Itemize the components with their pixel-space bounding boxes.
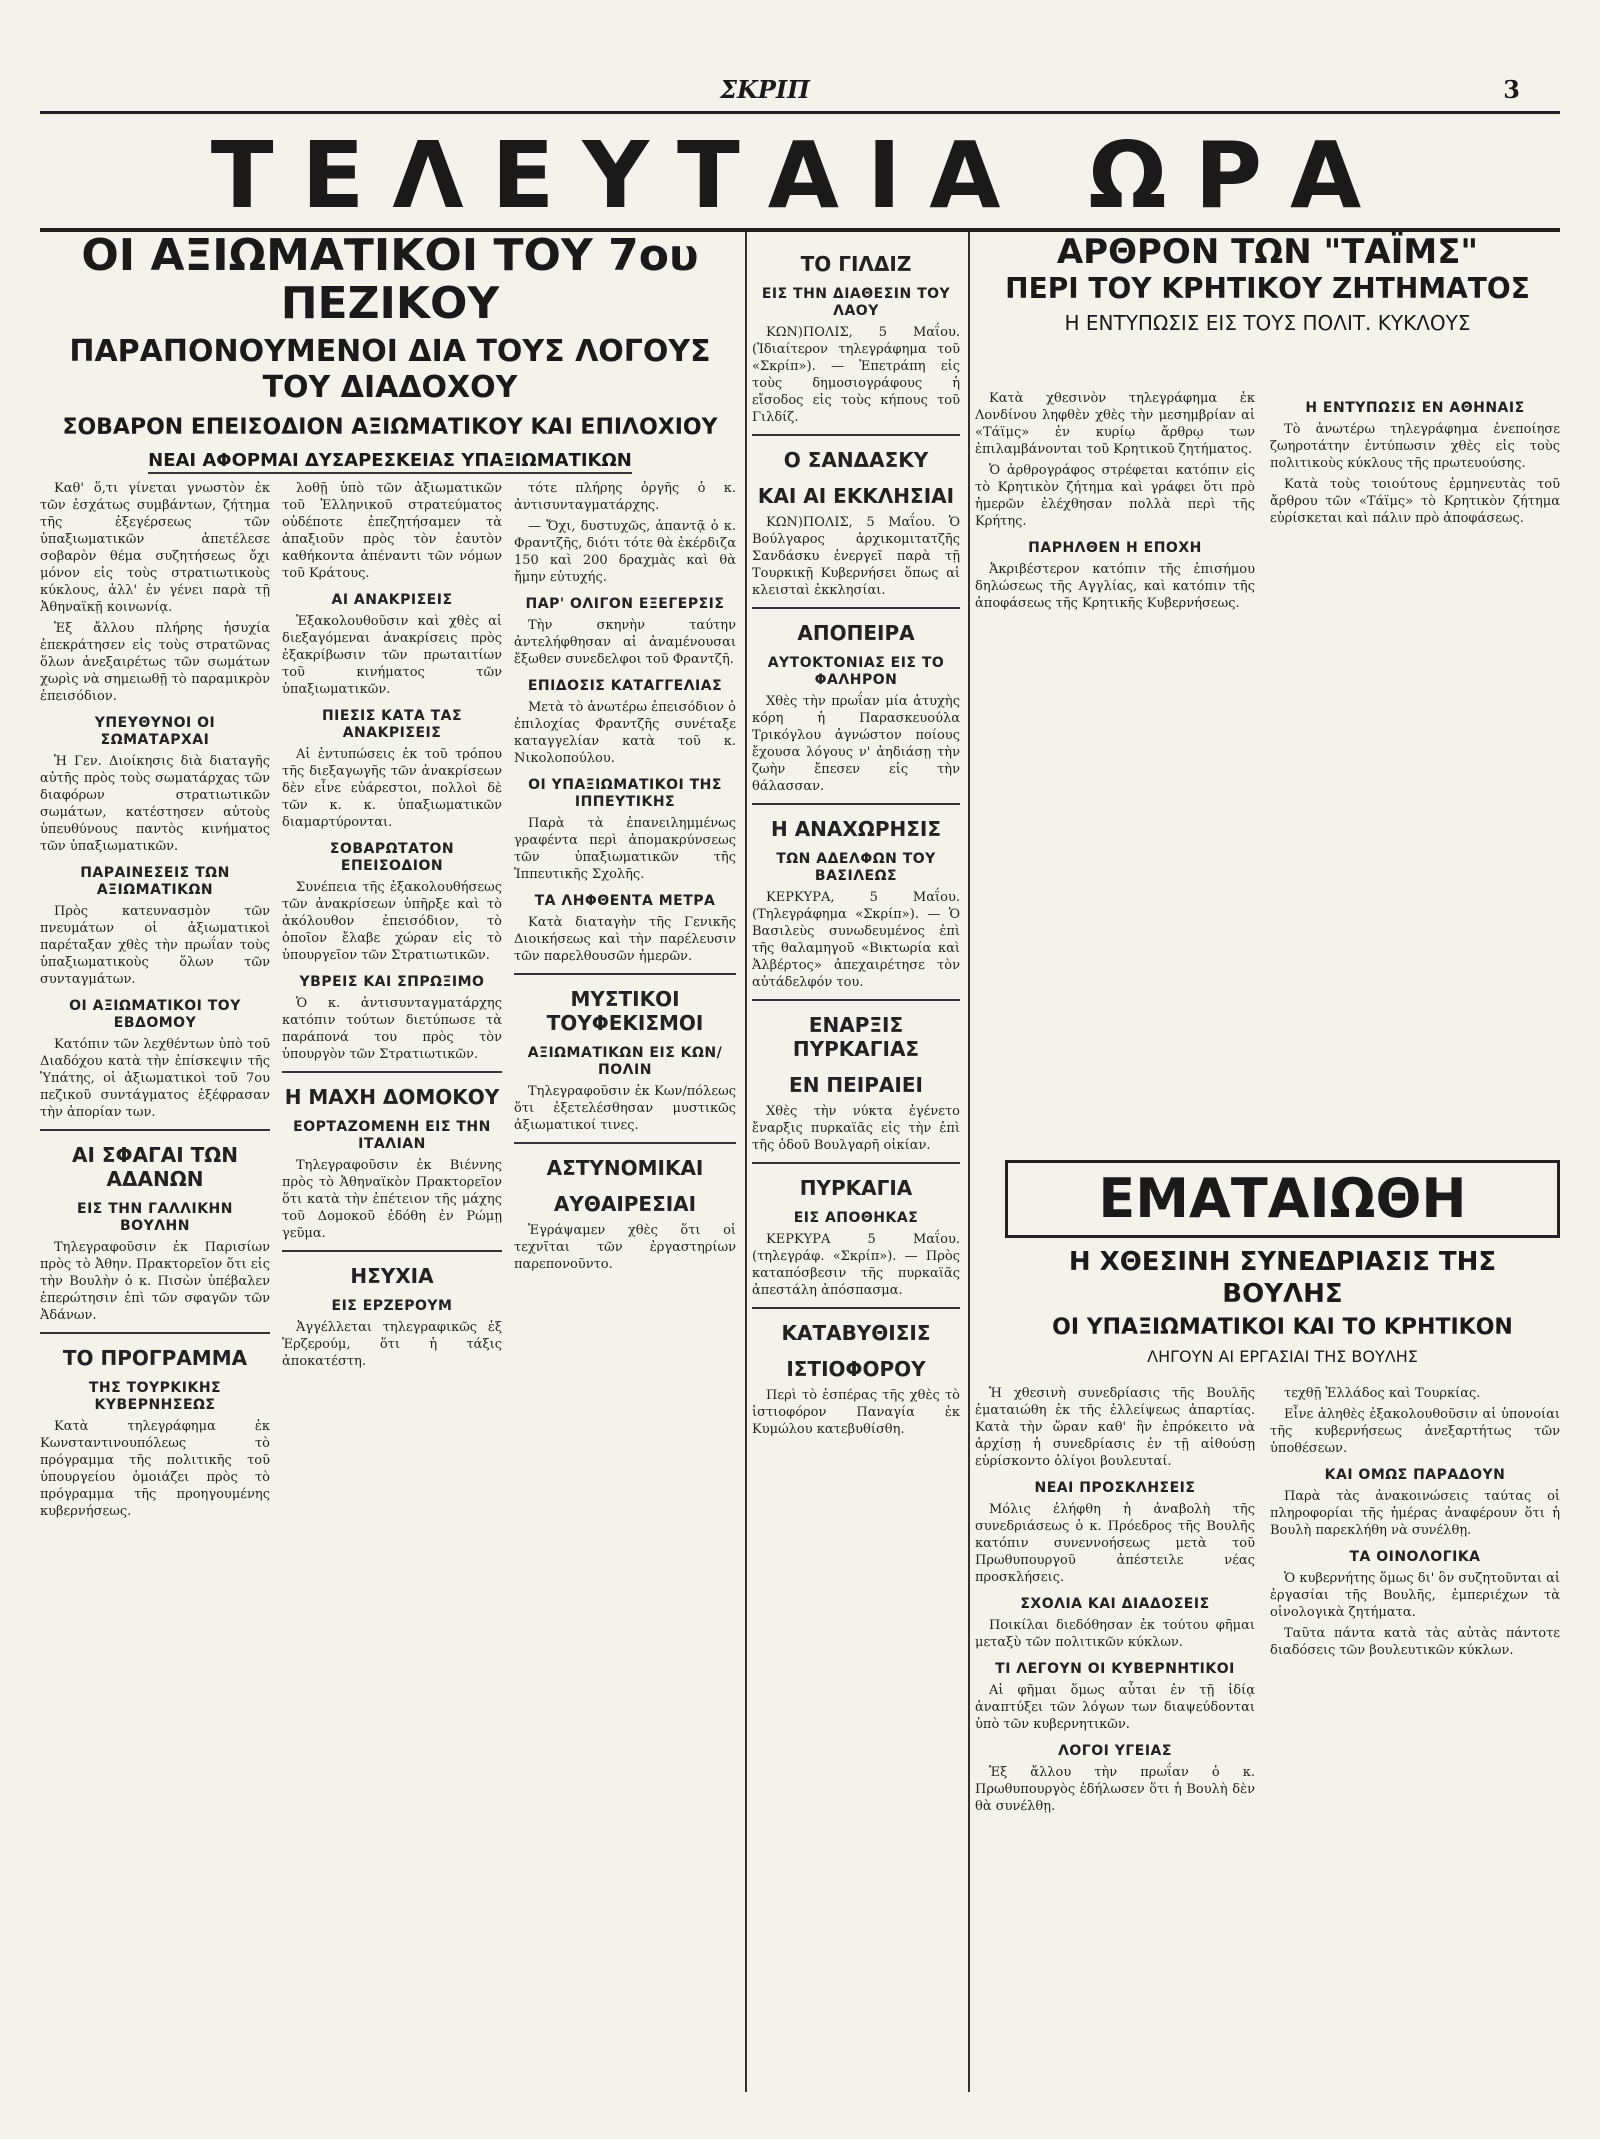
article-subhead: ΕΙΣ ΕΡΖΕΡΟΥΜ: [331, 1298, 453, 1314]
column-rule: [745, 232, 747, 2092]
subhead: ΟΙ ΥΠΑΞΙΩΜΑΤΙΚΟΙ ΤΗΣ ΙΠΠΕΥΤΙΚΗΣ: [528, 777, 722, 810]
divider: [40, 1332, 270, 1334]
article-paragraph: Εἶνε ἀληθὲς ἐξακολουθοῦσιν αἱ ὑπονοίαι τῆς κυβερνήσεως ἀνεξαρτήτως τῶν ὑποθέσεων.: [1270, 1407, 1560, 1456]
column-3: [514, 480, 736, 1277]
times-article-headline: [975, 232, 1560, 336]
article-paragraph: Ὁ ἀρθρογράφος στρέφεται κατόπιν εἰς τὸ Κρητικὸν ζήτημα καὶ γράφει ὅτι πρὸ ἡμερῶν ἐλέχθησαν πολλὰ περὶ τῆς Κρήτης.: [975, 463, 1255, 529]
article-paragraph: Ἐξ ἄλλου τὴν πρωΐαν ὁ κ. Πρωθυπουργὸς ἐδήλωσεν ὅτι ἡ Βουλὴ δὲν θὰ συνέλθῃ.: [975, 1765, 1255, 1814]
article-paragraph: τότε πλήρης ὀργῆς ὁ κ. ἀντισυνταγματάρχης.: [514, 481, 736, 513]
article-subhead: ΕΝ ΠΕΙΡΑΙΕΙ: [789, 1073, 923, 1097]
divider: [282, 1071, 502, 1073]
article-paragraph: Ποικίλαι διεδόθησαν ἐκ τούτου φῆμαι μεταξὺ τῶν πολιτικῶν κύκλων.: [975, 1618, 1255, 1650]
subhead: ΝΕΑΙ ΠΡΟΣΚΛΗΣΕΙΣ: [1034, 1480, 1196, 1496]
article-headline: Ο ΣΑΝΔΑΣΚΥ: [783, 448, 929, 472]
article-headline: ΠΥΡΚΑΓΙΑ: [799, 1176, 913, 1200]
article-paragraph: Καθ' ὅ,τι γίνεται γνωστὸν ἐκ τῶν ἐσχάτως συμβάντων, ζήτημα τῆς ἐξεγέρσεως τῶν ὑπαξιωματικῶν ἀπετέλεσε σοβαρὸν θέμα συζητήσεως ὄχι μόνον εἰς τοὺς στρατιωτικοὺς κύκλους, ἀλλ' ἐν γένει παρὰ τῇ Ἀθηναϊκῇ κοινωνίᾳ.: [40, 481, 270, 615]
article-paragraph: Ὁ κυβερνήτης ὅμως δι' ὃν συζητοῦνται αἱ ἐργασίαι τῆς Βουλῆς, ἐμπεριέχων τὰ οἰνολογικὰ ζητήματα.: [1270, 1571, 1560, 1620]
column-5: [975, 390, 1255, 616]
article-paragraph: Κατὰ τηλεγράφημα ἐκ Κωνσταντινουπόλεως τὸ πρόγραμμα τῆς πολιτικῆς τοῦ ὑπουργείου ὁμοιάζει πρὸς τὸ πρόγραμμα τῆς προηγουμένης κυβερνήσεως.: [40, 1419, 270, 1519]
article-headline: ΚΑΤΑΒΥΘΙΣΙΣ: [781, 1321, 931, 1345]
article-paragraph: Ὁ κ. ἀντισυνταγματάρχης κατόπιν τούτων διετύπωσε τὰ παράπονά του πρὸς τὸν ὑπουργὸν τῶν Στρατιωτικῶν.: [282, 996, 502, 1062]
column-1: [40, 480, 270, 1524]
divider: [40, 1129, 270, 1131]
article-paragraph: Τὴν σκηνὴν ταύτην ἀντελήφθησαν αἱ ἀναμένουσαι ἔξωθεν συνεδελφοι τοῦ Φραντζῆ.: [514, 618, 736, 667]
column-7: [1270, 1385, 1560, 1663]
article-paragraph: ΚΕΡΚΥΡΑ 5 Μαΐου. (τηλεγράφ. «Σκρίπ»). — Πρὸς καταπόσβεσιν τῆς πυρκαϊᾶς ἀπεστάλη ἀπόσπασμα.: [752, 1232, 960, 1298]
lead-title: ΟΙ ΑΞΙΩΜΑΤΙΚΟΙ ΤΟΥ 7ου ΠΕΖΙΚΟΥ: [81, 230, 699, 329]
article-paragraph: Παρὰ τὰς ἀνακοινώσεις ταύτας οἱ πληροφορίαι τῆς ἡμέρας ἀναφέρουν ὅτι ἡ Βουλὴ παρεκλήθη νὰ συνέλθῃ.: [1270, 1489, 1560, 1538]
article-headline: ΑΠΟΠΕΙΡΑ: [797, 621, 915, 645]
article-headline: Η ΜΑΧΗ ΔΟΜΟΚΟΥ: [284, 1085, 500, 1109]
article-paragraph: Περὶ τὸ ἑσπέρας τῆς χθὲς τὸ ἱστιοφόρον Παναγία ἐκ Κυμώλου κατεβυθίσθη.: [752, 1388, 960, 1437]
divider: [514, 1142, 736, 1144]
subhead: ΣΟΒΑΡΩΤΑΤΟΝ ΕΠΕΙΣΟΔΙΟΝ: [329, 841, 455, 874]
article-deck: ΟΙ ΥΠΑΞΙΩΜΑΤΙΚΟΙ ΚΑΙ ΤΟ ΚΡΗΤΙΚΟΝ: [1052, 1315, 1513, 1340]
divider: [752, 999, 960, 1001]
article-subhead: ΑΥΤΟΚΤΟΝΙΑΣ ΕΙΣ ΤΟ ΦΑΛΗΡΟΝ: [767, 655, 945, 688]
article-paragraph: Συνέπεια τῆς ἐξακολουθήσεως τῶν ἀνακρίσεων ὑπῆρξε καὶ τὸ ἀκόλουθον ἐπεισόδιον, τὸ ὁποῖον ἔλαβε χώραν εἰς τὸ ὑπουργεῖον τῶν Στρατιωτικῶν.: [282, 880, 502, 963]
article-paragraph: Ἐξ ἄλλου πλήρης ἡσυχία ἐπεκράτησεν εἰς τοὺς στρατῶνας ὅλων ἀνεξαιρέτως τῶν σωμάτων χωρὶς νὰ σημειωθῇ τὸ παραμικρὸν ἐπεισόδιον.: [40, 621, 270, 704]
article-paragraph: Αἱ φῆμαι ὅμως αὗται ἐν τῇ ἰδίᾳ ἀναπτύξει τῶν λόγων των διαψεύδονται ὑπὸ τῶν κυβερνητικῶν.: [975, 1683, 1255, 1732]
article-paragraph: Ἐγράψαμεν χθὲς ὅτι οἱ τεχνῖται τῶν ἐργαστηρίων παρεπονοῦντο.: [514, 1223, 736, 1272]
article-headline: ΕΜΑΤΑΙΩΘΗ: [1005, 1160, 1560, 1238]
article-paragraph: Ἀγγέλλεται τηλεγραφικῶς ἐξ Ἐρζερούμ, ὅτι ἡ τάξις ἀποκατέστη.: [282, 1320, 502, 1369]
article-headline: ΗΣΥΧΙΑ: [350, 1264, 434, 1288]
article-paragraph: Τὸ ἀνωτέρω τηλεγράφημα ἐνεποίησε ζωηροτάτην ἐντύπωσιν χθὲς εἰς τοὺς πολιτικοὺς κύκλους τῆς πρωτευούσης.: [1270, 422, 1560, 471]
article-subhead: ΕΟΡΤΑΖΟΜΕΝΗ ΕΙΣ ΤΗΝ ΙΤΑΛΙΑΝ: [293, 1119, 491, 1152]
masthead-rule: [40, 111, 1560, 114]
article-paragraph: ΚΩΝ)ΠΟΛΙΣ, 5 Μαΐου. Ὁ Βούλγαρος ἀρχικομιτατζῆς Σανδάσκυ ἐνεργεῖ παρὰ τῇ Τουρκικῇ Κυβερνήσει ὅπως αἱ κλεισταὶ ἐκκλησίαι.: [752, 515, 960, 598]
article-headline: ΑΣΤΥΝΟΜΙΚΑΙ: [546, 1156, 704, 1180]
article-paragraph: Ἡ χθεσινὴ συνεδρίασις τῆς Βουλῆς ἐματαιώθη ἐκ τῆς ἐλλείψεως ἀπαρτίας. Κατὰ τὴν ὥραν καθ' ἣν ἐπρόκειτο νὰ ἀρχίσῃ ἡ συνεδρίασις ἐν τῇ αἰθούσῃ εὑρίσκοντο ὀλίγοι βουλευταί.: [975, 1386, 1255, 1469]
article-paragraph: Παρὰ τὰ ἐπανειλημμένως γραφέντα περὶ ἀπομακρύνσεως τῶν ὑπαξιωματικῶν τῆς Ἱππευτικῆς Σχολῆς.: [514, 816, 736, 882]
article-paragraph: Χθὲς τὴν νύκτα ἐγένετο ἔναρξις πυρκαϊᾶς εἰς τὴν ἐπὶ τῆς ὁδοῦ Βουλγαρῆ οἰκίαν.: [752, 1104, 960, 1153]
article-subhead: ΑΥΘΑΙΡΕΣΙΑΙ: [553, 1192, 697, 1216]
article-paragraph: Ἐξακολουθοῦσιν καὶ χθὲς αἱ διεξαγόμεναι ἀνακρίσεις πρὸς ἐξακρίβωσιν τῶν πρωταιτίων τοῦ κινήματος τῶν ὑπαξιωματικῶν.: [282, 614, 502, 697]
article-subhead: Η ΧΘΕΣΙΝΗ ΣΥΝΕΔΡΙΑΣΙΣ ΤΗΣ ΒΟΥΛΗΣ: [1068, 1247, 1497, 1309]
article-headline: ΜΥΣΤΙΚΟΙ ΤΟΥΦΕΚΙΣΜΟΙ: [546, 987, 704, 1035]
article-subhead: ΕΙΣ ΤΗΝ ΓΑΛΛΙΚΗΝ ΒΟΥΛΗΝ: [77, 1201, 233, 1234]
article-paragraph: Τηλεγραφοῦσιν ἐκ Παρισίων πρὸς τὸ Ἀθην. Πρακτορεῖον ὅτι εἰς τὴν Βουλὴν ὁ κ. Πισὼν ὑπέβαλεν ἐπερώτησιν ἐπὶ τῶν σφαγῶν τῶν Ἀδάνων.: [40, 1240, 270, 1323]
article-paragraph: Πρὸς κατευνασμὸν τῶν πνευμάτων οἱ ἀξιωματικοὶ παρέταξαν χθὲς τὴν πρωΐαν τοὺς ὑπαξιωματικοὺς ὅλων τῶν συνταγμάτων.: [40, 904, 270, 987]
article-paragraph: λοθῇ ὑπὸ τῶν ἀξιωματικῶν τοῦ Ἑλληνικοῦ στρατεύματος οὐδέποτε ἐπεζητήσαμεν τὰ ἀπαξιοῦν πρὸς τὸν ἑαυτὸν καθήκοντα ἀπέναντι τῶν νόμων τοῦ Κράτους.: [282, 481, 502, 581]
masthead: [40, 75, 1560, 125]
subhead: ΕΠΙΔΟΣΙΣ ΚΑΤΑΓΓΕΛΙΑΣ: [527, 678, 723, 694]
article-subhead: ΕΙΣ ΤΗΝ ΔΙΑΘΕΣΙΝ ΤΟΥ ΛΑΟΥ: [761, 286, 951, 319]
column-2: [282, 480, 502, 1374]
article-subhead: ΠΕΡΙ ΤΟΥ ΚΡΗΤΙΚΟΥ ΖΗΤΗΜΑΤΟΣ: [1005, 272, 1530, 305]
article-kicker: Η ΕΝΤΥΠΩΣΙΣ ΕΙΣ ΤΟΥΣ ΠΟΛΙΤ. ΚΥΚΛΟΥΣ: [1064, 311, 1471, 335]
subhead: ΥΒΡΕΙΣ ΚΑΙ ΣΠΡΩΞΙΜΟ: [299, 974, 485, 990]
article-subhead: ΤΩΝ ΑΔΕΛΦΩΝ ΤΟΥ ΒΑΣΙΛΕΩΣ: [776, 851, 936, 884]
article-subhead: ΚΑΙ ΑΙ ΕΚΚΛΗΣΙΑΙ: [757, 484, 955, 508]
article-paragraph: Ἀκριβέστερον κατόπιν τῆς ἐπισήμου δηλώσεως τῆς Αγγλίας, καὶ κατόπιν τῆς ἀποφάσεως τῆς Κρητικῆς Κυβερνήσεως.: [975, 562, 1255, 611]
article-paragraph: Κατὰ τοὺς τοιούτους ἐρμηνευτὰς τοῦ ἄρθρου τῶν «Τάϊμς» τὸ Κρητικὸν ζήτημα εὑρίσκεται καὶ πάλιν πρὸ ἀποφάσεως.: [1270, 477, 1560, 526]
divider: [752, 803, 960, 805]
article-paragraph: Ταῦτα πάντα κατὰ τὰς αὐτὰς πάντοτε διαδόσεις τῶν βουλευτικῶν κύκλων.: [1270, 1626, 1560, 1658]
subhead: ΠΙΕΣΙΣ ΚΑΤΑ ΤΑΣ ΑΝΑΚΡΙΣΕΙΣ: [321, 708, 463, 741]
article-paragraph: Αἱ ἐντυπώσεις ἐκ τοῦ τρόπου τῆς διεξαγωγῆς τῶν ἀνακρίσεων δὲν εἶνε εὐάρεστοι, πολλοὶ δὲ τῶν κ. κ. ὑπαξιωματικῶν διαμαρτύρονται.: [282, 747, 502, 830]
subhead: ΣΧΟΛΙΑ ΚΑΙ ΔΙΑΔΟΣΕΙΣ: [1020, 1596, 1210, 1612]
divider: [752, 1162, 960, 1164]
article-paragraph: Τηλεγραφοῦσιν ἐκ Βιέννης πρὸς τὸ Ἀθηναϊκὸν Πρακτορεῖον ὅτι κατὰ τὴν ἐπέτειον τῆς μάχης τοῦ Δομοκοῦ ἐδόθη ἐν Ρώμῃ γεῦμα.: [282, 1158, 502, 1241]
lead-subtitle: ΠΑΡΑΠΟΝΟΥΜΕΝΟΙ ΔΙΑ ΤΟΥΣ ΛΟΓΟΥΣ ΤΟΥ ΔΙΑΔΟΧΟΥ: [69, 334, 711, 405]
article-subhead: ΑΞΙΩΜΑΤΙΚΩΝ ΕΙΣ ΚΩΝ/ΠΟΛΙΝ: [527, 1045, 723, 1078]
subhead: ΠΑΡΑΙΝΕΣΕΙΣ ΤΩΝ ΑΞΙΩΜΑΤΙΚΩΝ: [80, 865, 230, 898]
column-rule: [968, 232, 970, 2092]
paper-name: ΣΚΡΙΠ: [720, 75, 810, 104]
divider: [752, 434, 960, 436]
subhead: ΚΑΙ ΟΜΩΣ ΠΑΡΑΔΟΥΝ: [1324, 1467, 1506, 1483]
divider: [752, 1307, 960, 1309]
subhead: ΛΟΓΟΙ ΥΓΕΙΑΣ: [1058, 1743, 1172, 1759]
article-paragraph: Μόλις ἐλήφθη ἡ ἀναβολὴ τῆς συνεδριάσεως ὁ κ. Πρόεδρος τῆς Βουλῆς κατόπιν συνεννοήσεως μετὰ τοῦ Πρωθυπουργοῦ ἀπέστειλε νέας προσκλήσεις.: [975, 1502, 1255, 1585]
page-number: 3: [1503, 75, 1520, 104]
subhead: ΠΑΡΗΛΘΕΝ Η ΕΠΟΧΗ: [1028, 540, 1202, 556]
article-paragraph: — Ὄχι, δυστυχῶς, ἀπαντᾷ ὁ κ. Φραντζῆς, διότι τότε θὰ ἐκέρδιζα 150 καὶ 200 δραχμὰς καὶ θὰ ἤμην εὐτυχής.: [514, 519, 736, 585]
subhead: ΑΙ ΑΝΑΚΡΙΣΕΙΣ: [331, 592, 453, 608]
lead-headline: [40, 232, 740, 474]
lead-deck: ΣΟΒΑΡΟΝ ΕΠΕΙΣΟΔΙΟΝ ΑΞΙΩΜΑΤΙΚΟΥ ΚΑΙ ΕΠΙΛΟΧΙΟΥ: [62, 415, 718, 440]
subhead: ΠΑΡ' ΟΛΙΓΟΝ ΕΞΕΓΕΡΣΙΣ: [525, 596, 725, 612]
article-paragraph: Κατὰ χθεσινὸν τηλεγράφημα ἐκ Λονδίνου ληφθὲν χθὲς τὴν μεσημβρίαν αἱ «Τάϊμς» ἐν κυρίῳ ἄρθρῳ των ἐπιλαμβάνονται τοῦ Κρητικοῦ ζητήματος.: [975, 391, 1255, 457]
boule-headline: [1005, 1160, 1560, 1368]
subhead: ΤΑ ΛΗΦΘΕΝΤΑ ΜΕΤΡΑ: [534, 893, 716, 909]
divider: [282, 1250, 502, 1252]
article-paragraph: τεχθῇ Ἑλλάδος καὶ Τουρκίας.: [1284, 1386, 1481, 1401]
subhead: ΤΙ ΛΕΓΟΥΝ ΟΙ ΚΥΒΕΡΝΗΤΙΚΟΙ: [995, 1661, 1235, 1677]
article-headline: ΕΝΑΡΞΙΣ ΠΥΡΚΑΓΙΑΣ: [792, 1013, 920, 1061]
subhead: Η ΕΝΤΥΠΩΣΙΣ ΕΝ ΑΘΗΝΑΙΣ: [1305, 400, 1525, 416]
article-paragraph: Μετὰ τὸ ἀνωτέρω ἐπεισόδιον ὁ ἐπιλοχίας Φραντζῆς συνέταξε καταγγελίαν κατὰ τοῦ κ. Νικολοπούλου.: [514, 700, 736, 766]
article-subhead: ΤΗΣ ΤΟΥΡΚΙΚΗΣ ΚΥΒΕΡΝΗΣΕΩΣ: [88, 1380, 222, 1413]
article-headline: ΤΟ ΓΙΛΔΙΖ: [800, 252, 912, 276]
article-paragraph: Χθὲς τὴν πρωΐαν μία ἀτυχὴς κόρη ἡ Παρασκευούλα Τρικόγλου ἀγνώστον ποίους ἔχουσα λόγους ν' ἀηδιάσῃ τὴν ζωὴν ἔπεσεν εἰς τὴν θάλασσαν.: [752, 694, 960, 794]
article-paragraph: Ἡ Γεν. Διοίκησις διὰ διαταγῆς αὐτῆς πρὸς τοὺς σωματάρχας τῶν διαφόρων στρατιωτικῶν σωμάτων, κατέστησεν αὐτοὺς ὑπευθύνους παντὸς κινήματος τῶν ὑπαξιωματικῶν.: [40, 754, 270, 854]
article-headline: Η ΑΝΑΧΩΡΗΣΙΣ: [771, 817, 941, 841]
article-paragraph: Τηλεγραφοῦσιν ἐκ Κων/πόλεως ὅτι ἐξετελέσθησαν μυστικῶς ἀξιωματικοί τινες.: [514, 1084, 736, 1133]
article-subhead: ΕΙΣ ΑΠΟΘΗΚΑΣ: [793, 1210, 919, 1226]
article-paragraph: ΚΕΡΚΥΡΑ, 5 Μαΐου. (Τηλεγράφημα «Σκρίπ»). — Ὁ Βασιλεὺς συνωδευμένος ἐπὶ τῆς θαλαμηγοῦ «Βικτωρία καὶ Ἀλβέρτος» ἀπεχαιρέτησε τὸν αὐτάδελφόν του.: [752, 890, 960, 990]
lead-kicker: ΝΕΑΙ ΑΦΟΡΜΑΙ ΔΥΣΑΡΕΣΚΕΙΑΣ ΥΠΑΞΙΩΜΑΤΙΚΩΝ: [148, 450, 632, 474]
divider: [752, 607, 960, 609]
article-headline: ΑΡΘΡΟΝ ΤΩΝ "ΤΑΪΜΣ": [1056, 232, 1479, 272]
article-paragraph: Κατόπιν τῶν λεχθέντων ὑπὸ τοῦ Διαδόχου κατὰ τὴν ἐπίσκεψιν τῆς Ὑπάτης, οἱ ἀξιωματικοὶ τοῦ 7ου πεζικοῦ συντάγματος ἐξέφρασαν τὴν ἀπορίαν των.: [40, 1037, 270, 1120]
article-kicker: ΛΗΓΟΥΝ ΑΙ ΕΡΓΑΣΙΑΙ ΤΗΣ ΒΟΥΛΗΣ: [1147, 1347, 1418, 1366]
subhead: ΟΙ ΑΞΙΩΜΑΤΙΚΟΙ ΤΟΥ ΕΒΔΟΜΟΥ: [69, 998, 241, 1031]
subhead: ΥΠΕΥΘΥΝΟΙ ΟΙ ΣΩΜΑΤΑΡΧΑΙ: [94, 715, 216, 748]
article-headline: ΑΙ ΣΦΑΓΑΙ ΤΩΝ ΑΔΑΝΩΝ: [71, 1143, 239, 1191]
column-5b: [1270, 390, 1560, 531]
column-4: [752, 240, 960, 1442]
section-banner: ΤΕΛΕΥΤΑΙΑ ΩΡΑ: [210, 121, 1390, 229]
column-6: [975, 1385, 1255, 1819]
article-paragraph: Κατὰ διαταγὴν τῆς Γενικῆς Διοικήσεως καὶ τὴν παρέλευσιν τῶν παρελθουσῶν ἡμερῶν.: [514, 915, 736, 964]
article-subhead: ΙΣΤΙΟΦΟΡΟΥ: [786, 1357, 926, 1381]
subhead: ΤΑ ΟΙΝΟΛΟΓΙΚΑ: [1349, 1549, 1481, 1565]
divider: [514, 973, 736, 975]
article-headline: ΤΟ ΠΡΟΓΡΑΜΜΑ: [62, 1346, 248, 1370]
article-paragraph: ΚΩΝ)ΠΟΛΙΣ, 5 Μαΐου. (Ἰδιαίτερον τηλεγράφημα τοῦ «Σκρίπ»). — Ἐπετράπη εἰς τοὺς δημοσιογράφους ἡ εἴσοδος εἰς τοὺς κήπους τοῦ Γιλδίζ.: [752, 325, 960, 425]
